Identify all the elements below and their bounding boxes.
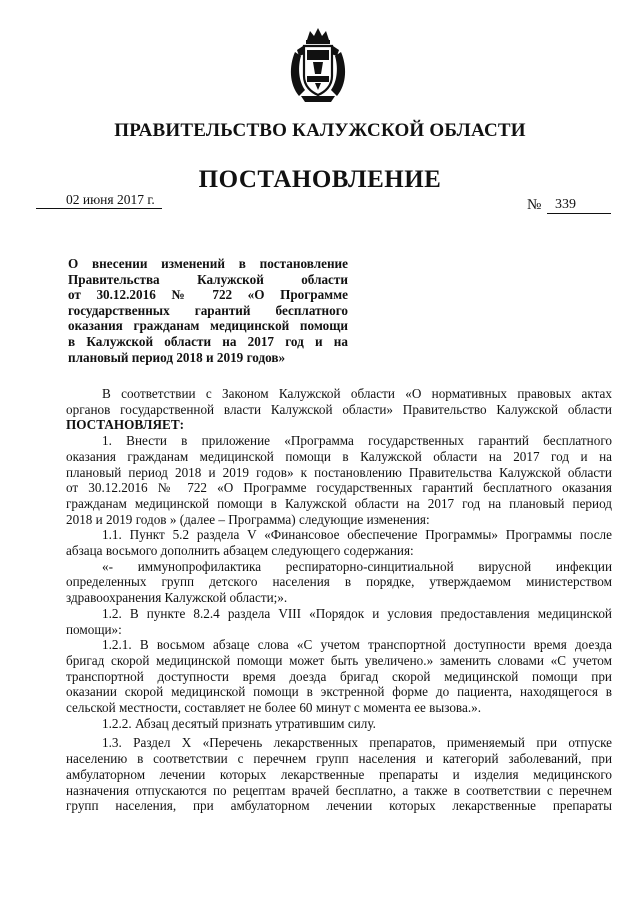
number-label: № [527, 197, 542, 213]
item-1-2-1-line: бригад скорой медицинской помощи может быть увеличено.» заменить словами «С учетом [66, 652, 612, 668]
subject-line: от 30.12.2016 № 722 «О Программе [68, 287, 348, 303]
item-1-2-1-line: 1.2.1. В восьмом абзаце слова «С учетом транспортной доступности время доезда [102, 637, 612, 653]
item-1-line: гражданам медицинской помощи в Калужской области на 2017 год на плановый период [66, 495, 612, 511]
item-1-line: 2018 и 2019 годов » (далее – Программа) следующие изменения: [66, 511, 430, 527]
item-1-2-1-line: оказании скорой медицинской помощи в экстренной форме до пациента, находящегося в [66, 684, 612, 700]
preamble-line: В соответствии с Законом Калужской области «О нормативных правовых актах [102, 386, 612, 401]
item-1-2-1-line: сельской местности, составляет не более 60 минут с момента ее вызова.». [66, 700, 482, 716]
item-1-3-line: амбулаторном лечении которых лекарственные препараты и изделия медицинского [66, 766, 612, 782]
item-1-line: оказания гражданам медицинской помощи в Калужской области на 2017 год и на [66, 448, 612, 464]
subject-line: государственных гарантий бесплатного [68, 302, 348, 318]
document-date: 02 июня 2017 г. [66, 192, 155, 207]
subject-line: в Калужской области на 2017 год и на [68, 333, 348, 349]
quote-line: определенных групп детского населения в порядке, утверждаемом министерством [66, 574, 612, 590]
document-subject [68, 256, 348, 365]
item-1-3-line: назначения отпускаются по рецептам врачей бесплатно, а также в соответствии с перечнем [66, 782, 612, 798]
kaluga-coat-of-arms-icon [287, 26, 349, 106]
item-1-line: от 30.12.2016 № 722 «О Программе государственных гарантий бесплатного оказания [66, 480, 612, 496]
item-1-3-line: населению в соответствии с перечнем групп населения и категорий заболеваний, при [66, 751, 612, 767]
subject-line: Правительства Калужской области [68, 271, 348, 287]
item-1-1-line: 1.1. Пункт 5.2 раздела V «Финансовое обеспечение Программы» Программы после [102, 527, 612, 543]
item-1-line: плановый период 2018 и 2019 годов» к постановлению Правительства Калужской области [66, 464, 612, 480]
organization-title: ПРАВИТЕЛЬСТВО КАЛУЖСКОЙ ОБЛАСТИ [114, 120, 526, 141]
preamble-line: органов государственной власти Калужской области» Правительство Калужской области [66, 401, 612, 417]
document-body [66, 386, 612, 814]
quote-line: «- иммунопрофилактика респираторно-синцитиальной вирусной инфекции [102, 558, 612, 574]
subject-line: плановый период 2018 и 2019 годов» [68, 349, 286, 365]
item-1-2-line: 1.2. В пункте 8.2.4 раздела VIII «Порядок и условия предоставления медицинской [102, 605, 612, 621]
item-1-3-line: 1.3. Раздел X «Перечень лекарственных препаратов, применяемый при отпуске [102, 735, 612, 751]
quote-line: здравоохранения Калужской области;». [66, 590, 288, 606]
item-1-1-line: абзаца восьмого дополнить абзацем следующего содержания: [66, 543, 414, 559]
resolves-heading: ПОСТАНОВЛЯЕТ: [66, 417, 185, 433]
item-1-2-line: помощи»: [66, 621, 122, 637]
item-1-2-1-line: транспортной доступности время доезда бригад скорой медицинской помощи при [66, 668, 612, 684]
item-1-3-line: групп населения, при амбулаторном лечении которых лекарственные препараты [66, 798, 612, 814]
subject-line: О внесении изменений в постановление [68, 256, 348, 271]
document-type: ПОСТАНОВЛЕНИЕ [198, 166, 442, 193]
item-1-line: 1. Внести в приложение «Программа государственных гарантий бесплатного [102, 433, 612, 449]
item-1-2-2: 1.2.2. Абзац десятый признать утратившим силу. [102, 715, 376, 731]
document-number: 339 [547, 197, 611, 214]
subject-line: оказания гражданам медицинской помощи [68, 318, 348, 334]
